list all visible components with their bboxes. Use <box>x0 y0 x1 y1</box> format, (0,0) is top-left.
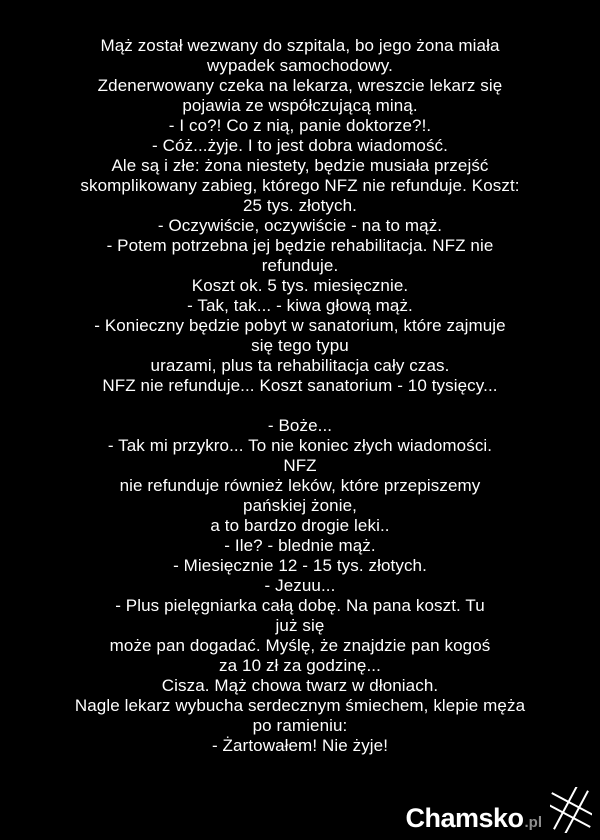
joke-line: - Boże... <box>267 416 333 435</box>
joke-line: a to bardzo drogie leki.. <box>210 516 390 535</box>
joke-line: Zdenerwowany czeka na lekarza, wreszcie lekarz się <box>97 76 503 95</box>
joke-line: nie refunduje również leków, które przepiszemy <box>119 476 481 495</box>
joke-line: - Miesięcznie 12 - 15 tys. złotych. <box>173 556 427 575</box>
joke-line: Ale są i złe: żona niestety, będzie musiała przejść <box>111 156 489 175</box>
joke-line: refunduje. <box>261 256 339 275</box>
joke-line: NFZ nie refunduje... Koszt sanatorium - 10 tysięcy... <box>102 376 498 395</box>
joke-line: Mąż został wezwany do szpitala, bo jego żona miała <box>100 36 500 55</box>
tilted-hash-icon <box>550 787 592 838</box>
joke-line: po ramieniu: <box>252 716 348 735</box>
joke-line: Koszt ok. 5 tys. miesięcznie. <box>191 276 409 295</box>
joke-line: - Cóż...żyje. I to jest dobra wiadomość. <box>152 136 448 155</box>
brand-suffix: .pl <box>524 814 542 831</box>
joke-line <box>0 396 600 416</box>
joke-line: Nagle lekarz wybucha serdecznym śmiechem, klepie męża <box>74 696 526 715</box>
joke-line: - Żartowałem! Nie żyje! <box>211 736 389 755</box>
joke-line: NFZ <box>283 456 317 475</box>
joke-line: urazami, plus ta rehabilitacja cały czas. <box>150 356 450 375</box>
joke-line: może pan dogadać. Myślę, że znajdzie pan kogoś <box>109 636 491 655</box>
joke-line: pańskiej żonie, <box>243 496 357 515</box>
joke-line: - Oczywiście, oczywiście - na to mąż. <box>157 216 443 235</box>
joke-line: - Ile? - blednie mąż. <box>224 536 376 555</box>
joke-line: - I co?! Co z nią, panie doktorze?!. <box>168 116 432 135</box>
joke-line: - Tak, tak... - kiwa głową mąż. <box>187 296 413 315</box>
joke-line: - Potem potrzebna jej będzie rehabilitacja. NFZ nie <box>106 236 494 255</box>
joke-line: pojawia ze współczującą miną. <box>182 96 418 115</box>
joke-text <box>0 36 600 756</box>
brand-text <box>405 803 542 834</box>
joke-line: już się <box>275 616 325 635</box>
site-logo <box>405 787 592 834</box>
joke-line: za 10 zł za godzinę... <box>219 656 381 675</box>
joke-line: się tego typu <box>251 336 349 355</box>
joke-line: Cisza. Mąż chowa twarz w dłoniach. <box>161 676 439 695</box>
joke-line: - Konieczny będzie pobyt w sanatorium, które zajmuje <box>94 316 506 335</box>
joke-line: - Plus pielęgniarka całą dobę. Na pana koszt. Tu <box>115 596 485 615</box>
joke-line: skomplikowany zabieg, którego NFZ nie refunduje. Koszt: <box>80 176 520 195</box>
joke-line: wypadek samochodowy. <box>207 56 393 75</box>
brand-name: Chamsko <box>405 803 524 833</box>
joke-line: 25 tys. złotych. <box>242 196 358 215</box>
joke-line: - Jezuu... <box>264 576 336 595</box>
joke-line: - Tak mi przykro... To nie koniec złych wiadomości. <box>107 436 493 455</box>
